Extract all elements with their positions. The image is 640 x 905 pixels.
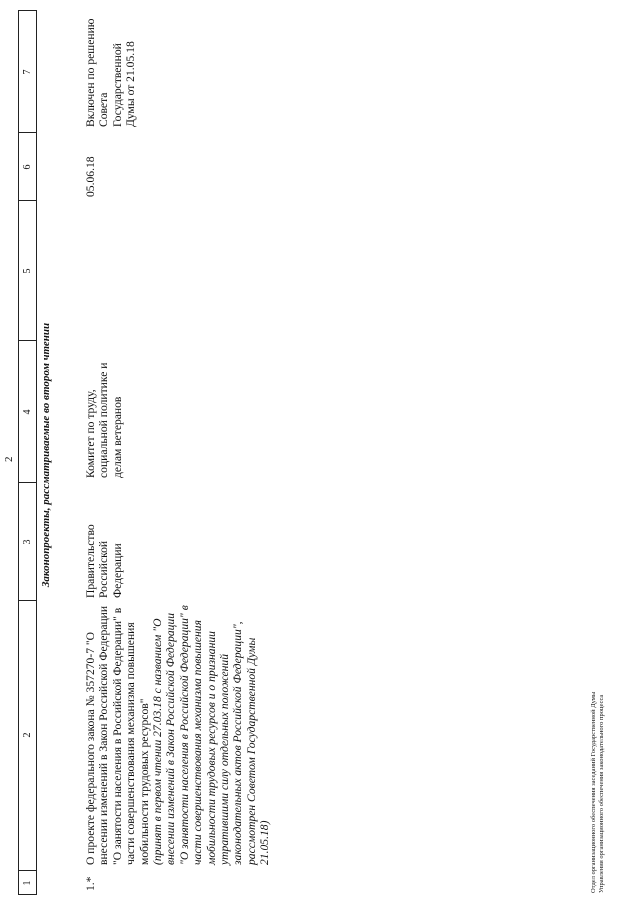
row-number: 1.*	[84, 876, 97, 891]
column-header-2: 2	[22, 732, 33, 738]
col-divider-2	[18, 600, 36, 601]
column-header-4: 4	[22, 409, 33, 415]
col-divider-4	[18, 340, 36, 341]
table-header-bottom-border	[36, 10, 37, 895]
bill-author: Правительство Российской Федерации	[84, 524, 124, 598]
bill-description	[84, 603, 272, 865]
column-header-1: 1	[22, 880, 33, 886]
section-title: Законопроекты, рассматриваемые во втором чтении	[40, 322, 52, 588]
bill-title: О проекте федерального закона № 357270-7 "О внесении изменений в Закон Российской Федерации "О занятости населения в Российской Федерации" в части совершенствования механизма повышения мобильности трудовых ресурсов"	[84, 605, 151, 865]
footer-line-1: Отдел организационного обеспечения заседаний Государственной Думы	[590, 691, 597, 893]
page-number: 2	[3, 456, 15, 462]
column-header-7: 7	[22, 69, 33, 75]
responsible-committee: Комитет по труду, социальной политике и делам ветеранов	[84, 362, 124, 478]
col-divider-1	[18, 870, 36, 871]
inclusion-status: Включен по решению Совета Государственной Думы от 21.05.18	[84, 18, 138, 127]
column-header-5: 5	[22, 268, 33, 274]
column-header-6: 6	[22, 164, 33, 170]
column-header-3: 3	[22, 539, 33, 545]
bill-note: (принят в первом чтении 27.03.18 с названием "О внесении изменений в Закон Российской Федерации "О занятости населения в Российской Федерации" в части совершенствования механизма повышения мобильности трудовых ресурсов и о признании утратившими силу отдельных положений законодательных актов Российской Федерации", рассмотрен Советом Государственной Думы 21.05.18)	[151, 605, 272, 865]
col-divider-3	[18, 482, 36, 483]
table-top-border	[18, 10, 19, 895]
footer-line-2: Управления организационного обеспечения законодательного процесса	[598, 694, 605, 893]
col-divider-0	[18, 894, 36, 895]
footer	[590, 692, 606, 893]
col-divider-7	[18, 10, 36, 11]
col-divider-5	[18, 200, 36, 201]
consideration-date: 05.06.18	[84, 156, 97, 197]
col-divider-6	[18, 132, 36, 133]
